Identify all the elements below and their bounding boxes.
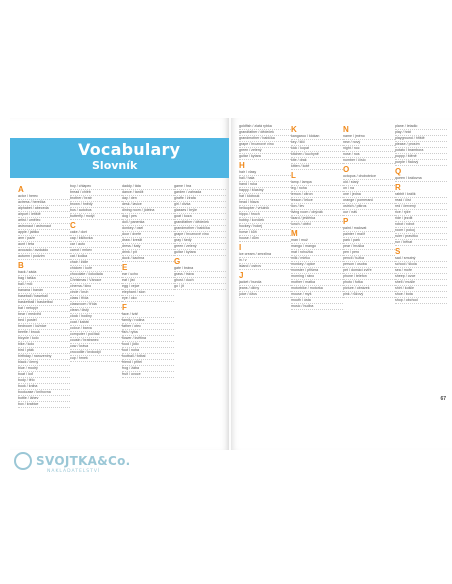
vocabulary-entry: brown / hnědý xyxy=(70,202,122,208)
vocabulary-entry: clock / hodiny xyxy=(70,314,122,320)
vocabulary-entry: guitar / kytara xyxy=(239,154,291,160)
vocabulary-entry: grape / hroznové víno xyxy=(239,142,291,148)
vocabulary-column xyxy=(174,184,226,408)
vocabulary-entry: mouth / ústa xyxy=(291,298,343,304)
vocabulary-entry: green / zelený xyxy=(239,148,291,154)
vocabulary-entry: pen / pero xyxy=(343,250,395,256)
vocabulary-entry: sheep / ovce xyxy=(395,274,447,280)
vocabulary-entry: fruit / ovoce xyxy=(122,372,174,378)
vocabulary-entry: gate / brána xyxy=(174,266,226,272)
vocabulary-entry: lizard / ještěrka xyxy=(291,216,343,222)
vocabulary-entry: daddy / táta xyxy=(122,184,174,190)
vocabulary-entry: bird / pták xyxy=(18,348,70,354)
vocabulary-entry: Christmas / Vánoce xyxy=(70,278,122,284)
vocabulary-entry: shop / obchod xyxy=(395,298,447,304)
vocabulary-entry: picture / obrázek xyxy=(343,286,395,292)
vocabulary-column xyxy=(395,124,447,310)
vocabulary-entry: lion / lev xyxy=(291,204,343,210)
vocabulary-entry: motorbike / motorka xyxy=(291,286,343,292)
banner-subtitle: Slovník xyxy=(92,159,138,172)
vocabulary-entry: football / fotbal xyxy=(122,354,174,360)
section-letter: B xyxy=(18,261,24,270)
vocabulary-entry: avocado / avokádo xyxy=(18,248,70,254)
vocabulary-entry: island / ostrov xyxy=(239,264,291,270)
publisher-watermark xyxy=(14,450,164,480)
vocabulary-entry: dining room / jídelna xyxy=(122,208,174,214)
vocabulary-entry: bike / kolo xyxy=(18,342,70,348)
section-letter: I xyxy=(239,243,242,252)
vocabulary-entry: boat / loď xyxy=(18,372,70,378)
section-letter: N xyxy=(343,125,349,134)
section-letter: E xyxy=(122,263,128,272)
vocabulary-entry: cake / dort xyxy=(70,230,122,236)
vocabulary-entry: hair / vlasy xyxy=(239,170,291,176)
vocabulary-entry: cinema / kino xyxy=(70,284,122,290)
vocabulary-entry: bear / medvěd xyxy=(18,312,70,318)
vocabulary-entry: cow / kráva xyxy=(70,344,122,350)
vocabulary-column xyxy=(18,184,70,408)
vocabulary-entry: puppy / štěně xyxy=(395,154,447,160)
vocabulary-entry: bedroom / ložnice xyxy=(18,324,70,330)
vocabulary-entry: ear / ucho xyxy=(122,272,174,278)
page-number: 67 xyxy=(440,396,446,402)
vocabulary-entry: egg / vejce xyxy=(122,284,174,290)
vocabulary-entry: hall / hala xyxy=(239,176,291,182)
vocabulary-entry: sea / moře xyxy=(395,268,447,274)
vocabulary-entry: monkey / opice xyxy=(291,262,343,268)
vocabulary-entry: apple / jablko xyxy=(18,230,70,236)
vocabulary-entry: grandmother / babička xyxy=(239,136,291,142)
section-letter: A xyxy=(18,185,24,194)
banner-title: Vocabulary xyxy=(78,140,181,159)
vocabulary-entry: happy / šťastný xyxy=(239,188,291,194)
vocabulary-entry: brother / bratr xyxy=(70,196,122,202)
vocabulary-entry: hippo / hroch xyxy=(239,212,291,218)
vocabulary-entry: face / tvář xyxy=(122,312,174,318)
vocabulary-entry: bookcase / knihovna xyxy=(18,390,70,396)
vocabulary-entry: jacket / bunda xyxy=(239,280,291,286)
watermark-circle-icon xyxy=(14,452,32,470)
vocabulary-entry: actress / herečka xyxy=(18,200,70,206)
vocabulary-entry: name / jméno xyxy=(343,134,395,140)
book-spread xyxy=(10,118,452,450)
vocabulary-entry: new / nový xyxy=(343,140,395,146)
vocabulary-entry: ice cream / zmrzlina xyxy=(239,252,291,258)
vocabulary-entry: music / hudba xyxy=(291,304,343,310)
section-letter: P xyxy=(343,217,349,226)
vocabulary-entry: leg / noha xyxy=(291,186,343,192)
vocabulary-entry: head / hlava xyxy=(239,200,291,206)
vocabulary-entry: shirt / košile xyxy=(395,286,447,292)
section-letter: F xyxy=(122,303,127,312)
vocabulary-column xyxy=(291,124,343,310)
left-page xyxy=(10,118,229,450)
vocabulary-entry: green / zelený xyxy=(174,244,226,250)
vocabulary-entry: flower / květina xyxy=(122,336,174,342)
vocabulary-entry: house / dům xyxy=(239,236,291,242)
vocabulary-entry: kitten / kotě xyxy=(291,164,343,170)
vocabulary-entry: black / černý xyxy=(18,360,70,366)
vocabulary-entry: hobby / koníček xyxy=(239,218,291,224)
vocabulary-entry: eye / oko xyxy=(122,296,174,302)
vocabulary-entry: juice / džus xyxy=(239,292,291,298)
section-letter: S xyxy=(395,247,401,256)
vocabulary-entry: duck / kachna xyxy=(122,256,174,262)
vocabulary-entry: aunt / teta xyxy=(18,242,70,248)
section-letter: O xyxy=(343,165,350,174)
vocabulary-entry: hockey / hokej xyxy=(239,224,291,230)
vocabulary-entry: queen / královna xyxy=(395,176,447,182)
section-letter: Q xyxy=(395,167,402,176)
vocabulary-entry: cup / hrnek xyxy=(70,356,122,362)
vocabulary-entry: our / náš xyxy=(343,210,395,216)
vocabulary-entry: kick / kopat xyxy=(291,146,343,152)
vocabulary-entry: robot / robot xyxy=(395,222,447,228)
vocabulary-entry: go / jít xyxy=(174,284,226,290)
vocabulary-entry: chicken / kuře xyxy=(70,266,122,272)
vocabulary-entry: shell / mušle xyxy=(395,280,447,286)
vocabulary-entry: pet / domácí zvíře xyxy=(343,268,395,274)
vocabulary-entry: jeans / džíny xyxy=(239,286,291,292)
vocabulary-entry: doll / panenka xyxy=(122,220,174,226)
vocabulary-entry: nose / nos xyxy=(343,152,395,158)
vocabulary-entry: monster / příšera xyxy=(291,268,343,274)
vocabulary-entry: computer / počítač xyxy=(70,332,122,338)
vocabulary-entry: father / otec xyxy=(122,324,174,330)
vocabulary-entry: elephant / slon xyxy=(122,290,174,296)
vocabulary-entry: person / osoba xyxy=(343,262,395,268)
vocabulary-entry: run / běhat xyxy=(395,240,447,246)
vocabulary-entry: box / krabice xyxy=(18,402,70,408)
vocabulary-entry: book / kniha xyxy=(18,384,70,390)
vocabulary-entry: bed / postel xyxy=(18,318,70,324)
vocabulary-entry: mother / matka xyxy=(291,280,343,286)
vocabulary-entry: chair / židle xyxy=(70,260,122,266)
vocabulary-entry: number / číslo xyxy=(343,158,395,164)
vocabulary-entry: milk / mléko xyxy=(291,256,343,262)
vocabulary-entry: dance / tančit xyxy=(122,190,174,196)
vocabulary-entry: mat / rohožka xyxy=(291,250,343,256)
vocabulary-entry: potato / brambora xyxy=(395,148,447,154)
vocabulary-entry: fish / ryba xyxy=(122,330,174,336)
vocabulary-banner xyxy=(10,138,229,178)
vocabulary-entry: bag / taška xyxy=(18,276,70,282)
vocabulary-entry: goldfish / zlatá rybka xyxy=(239,124,291,130)
vocabulary-entry: day / den xyxy=(122,196,174,202)
vocabulary-entry: man / muž xyxy=(291,238,343,244)
vocabulary-entry: basketball / basketbal xyxy=(18,300,70,306)
vocabulary-entry: birthday / narozeniny xyxy=(18,354,70,360)
vocabulary-entry: play / hrát xyxy=(395,130,447,136)
vocabulary-entry: foot / noha xyxy=(122,348,174,354)
vocabulary-entry: draw / kreslit xyxy=(122,238,174,244)
vocabulary-entry: playground / hřiště xyxy=(395,136,447,142)
vocabulary-entry: food / jídlo xyxy=(122,342,174,348)
vocabulary-entry: ostrich / pštros xyxy=(343,204,395,210)
section-letter: C xyxy=(70,221,76,230)
vocabulary-entry: classroom / třída xyxy=(70,302,122,308)
vocabulary-entry: dog / pes xyxy=(122,214,174,220)
left-vocabulary-columns xyxy=(18,184,226,408)
vocabulary-entry: ball / míč xyxy=(18,282,70,288)
vocabulary-entry: butterfly / motýl xyxy=(70,214,122,220)
vocabulary-entry: bat / netopýr xyxy=(18,306,70,312)
vocabulary-entry: grandmother / babička xyxy=(174,226,226,232)
right-vocabulary-columns xyxy=(239,124,449,310)
vocabulary-entry: park / park xyxy=(343,238,395,244)
vocabulary-entry: mouse / myš xyxy=(291,292,343,298)
vocabulary-entry: hat / klobouk xyxy=(239,194,291,200)
vocabulary-column xyxy=(343,124,395,310)
vocabulary-entry: artist / umělec xyxy=(18,218,70,224)
vocabulary-entry: desk / lavice xyxy=(122,202,174,208)
vocabulary-entry: plane / letadlo xyxy=(395,124,447,130)
vocabulary-entry: autumn / podzim xyxy=(18,254,70,260)
vocabulary-entry: grass / tráva xyxy=(174,272,226,278)
vocabulary-entry: purple / fialový xyxy=(395,160,447,166)
vocabulary-entry: boy / chlapec xyxy=(70,184,122,190)
vocabulary-entry: night / noc xyxy=(343,146,395,152)
vocabulary-entry: friend / přítel xyxy=(122,360,174,366)
vocabulary-entry: old / starý xyxy=(343,180,395,186)
vocabulary-entry: one / jedna xyxy=(343,192,395,198)
section-letter: M xyxy=(291,229,298,238)
section-letter: H xyxy=(239,161,245,170)
vocabulary-entry: rabbit / králík xyxy=(395,192,447,198)
vocabulary-entry: room / pokoj xyxy=(395,228,447,234)
vocabulary-entry: sad / smutný xyxy=(395,256,447,262)
vocabulary-entry: game / hra xyxy=(174,184,226,190)
vocabulary-entry: beetle / brouk xyxy=(18,330,70,336)
vocabulary-entry: arm / paže xyxy=(18,236,70,242)
vocabulary-entry: please / prosím xyxy=(395,142,447,148)
vocabulary-entry: baseball / baseball xyxy=(18,294,70,300)
vocabulary-entry: school / škola xyxy=(395,262,447,268)
section-letter: L xyxy=(291,171,296,180)
vocabulary-entry: lunch / oběd xyxy=(291,222,343,228)
vocabulary-entry: kitchen / kuchyně xyxy=(291,152,343,158)
vocabulary-entry: kangaroo / klokan xyxy=(291,134,343,140)
vocabulary-entry: class / třída xyxy=(70,296,122,302)
vocabulary-entry: airport / letiště xyxy=(18,212,70,218)
section-letter: J xyxy=(239,271,244,280)
vocabulary-entry: rice / rýže xyxy=(395,210,447,216)
vocabulary-entry: goat / koza xyxy=(174,214,226,220)
vocabulary-entry: on / na xyxy=(343,186,395,192)
vocabulary-entry: helicopter / vrtulník xyxy=(239,206,291,212)
vocabulary-entry: read / číst xyxy=(395,198,447,204)
vocabulary-entry: cousin / bratranec xyxy=(70,338,122,344)
vocabulary-entry: hand / ruka xyxy=(239,182,291,188)
vocabulary-entry: paint / malovat xyxy=(343,226,395,232)
vocabulary-entry: body / tělo xyxy=(18,378,70,384)
right-page xyxy=(231,118,452,450)
vocabulary-entry: banana / banán xyxy=(18,288,70,294)
vocabulary-entry: bread / chléb xyxy=(70,190,122,196)
vocabulary-entry: clean / čistý xyxy=(70,308,122,314)
vocabulary-entry: bus / autobus xyxy=(70,208,122,214)
vocabulary-entry: painter / malíř xyxy=(343,232,395,238)
vocabulary-column xyxy=(70,184,122,408)
vocabulary-entry: phone / telefon xyxy=(343,274,395,280)
vocabulary-entry: photo / fotka xyxy=(343,280,395,286)
vocabulary-entry: ruler / pravítko xyxy=(395,234,447,240)
vocabulary-entry: grape / hroznové víno xyxy=(174,232,226,238)
vocabulary-entry: door / dveře xyxy=(122,232,174,238)
vocabulary-entry: frog / žába xyxy=(122,366,174,372)
vocabulary-entry: colour / barva xyxy=(70,326,122,332)
vocabulary-entry: circle / kruh xyxy=(70,290,122,296)
vocabulary-column xyxy=(239,124,291,310)
vocabulary-entry: lemon / citron xyxy=(291,192,343,198)
vocabulary-entry: pear / hruška xyxy=(343,244,395,250)
vocabulary-entry: back / záda xyxy=(18,270,70,276)
vocabulary-entry: giraffe / žirafa xyxy=(174,196,226,202)
section-letter: G xyxy=(174,257,181,266)
vocabulary-entry: astronaut / astronaut xyxy=(18,224,70,230)
vocabulary-column xyxy=(122,184,174,408)
vocabulary-entry: lamp / lampa xyxy=(291,180,343,186)
vocabulary-entry: living room / obývák xyxy=(291,210,343,216)
vocabulary-entry: coat / kabát xyxy=(70,320,122,326)
vocabulary-entry: bottle / láhev xyxy=(18,396,70,402)
vocabulary-entry: morning / ráno xyxy=(291,274,343,280)
vocabulary-entry: bicycle / kolo xyxy=(18,336,70,342)
vocabulary-entry: orange / pomeranč xyxy=(343,198,395,204)
vocabulary-entry: key / klíč xyxy=(291,140,343,146)
section-letter: K xyxy=(291,125,297,134)
vocabulary-entry: cap / kšiltovka xyxy=(70,236,122,242)
vocabulary-entry: dress / šaty xyxy=(122,244,174,250)
vocabulary-entry: donkey / osel xyxy=(122,226,174,232)
vocabulary-entry: red / červený xyxy=(395,204,447,210)
vocabulary-entry: kite / drak xyxy=(291,158,343,164)
vocabulary-entry: lesson / lekce xyxy=(291,198,343,204)
vocabulary-entry: guitar / kytara xyxy=(174,250,226,256)
vocabulary-entry: ghost / duch xyxy=(174,278,226,284)
vocabulary-entry: eat / jíst xyxy=(122,278,174,284)
vocabulary-entry: mango / mango xyxy=(291,244,343,250)
watermark-text: SVOJTKA&Co. xyxy=(36,454,131,468)
vocabulary-entry: glasses / brýle xyxy=(174,208,226,214)
vocabulary-entry: chocolate / čokoláda xyxy=(70,272,122,278)
vocabulary-entry: shoe / bota xyxy=(395,292,447,298)
vocabulary-entry: carrot / mrkev xyxy=(70,248,122,254)
vocabulary-entry: girl / dívka xyxy=(174,202,226,208)
vocabulary-entry: pencil / tužka xyxy=(343,256,395,262)
vocabulary-entry: actor / herec xyxy=(18,194,70,200)
vocabulary-entry: drink / pít xyxy=(122,250,174,256)
vocabulary-entry: car / auto xyxy=(70,242,122,248)
watermark-subtext: NAKLADATELSTVÍ xyxy=(47,469,101,474)
vocabulary-entry: octopus / chobotnice xyxy=(343,174,395,180)
vocabulary-entry: in / v xyxy=(239,258,291,264)
vocabulary-entry: garden / zahrada xyxy=(174,190,226,196)
vocabulary-entry: horse / kůň xyxy=(239,230,291,236)
vocabulary-entry: ride / jezdit xyxy=(395,216,447,222)
vocabulary-entry: family / rodina xyxy=(122,318,174,324)
vocabulary-entry: grandfather / dědeček xyxy=(174,220,226,226)
section-letter: R xyxy=(395,183,401,192)
vocabulary-entry: blue / modrý xyxy=(18,366,70,372)
vocabulary-entry: cat / kočka xyxy=(70,254,122,260)
vocabulary-entry: gray / šedý xyxy=(174,238,226,244)
vocabulary-entry: alphabet / abeceda xyxy=(18,206,70,212)
vocabulary-entry: crocodile / krokodýl xyxy=(70,350,122,356)
vocabulary-entry: pink / růžový xyxy=(343,292,395,298)
vocabulary-entry: grandfather / dědeček xyxy=(239,130,291,136)
